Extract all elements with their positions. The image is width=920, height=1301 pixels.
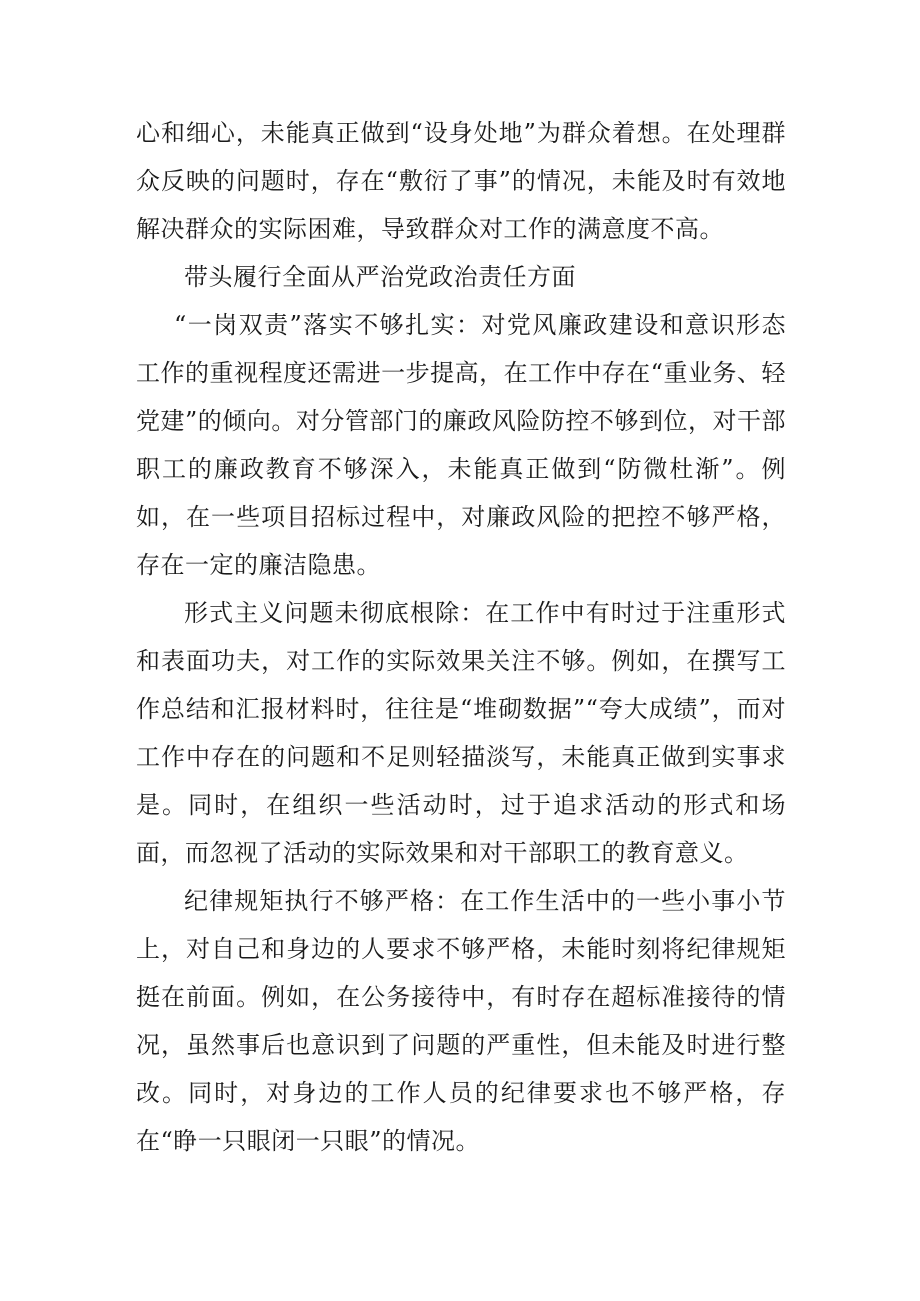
section-heading: 带头履行全面从严治党政治责任方面 [184,263,576,291]
document-body [136,109,786,1165]
paragraph-continuation: 心和细心，未能真正做到“设身处地”为群众着想。在处理群众反映的问题时，存在“敷衍了事”的情况，未能及时有效地解决群众的实际困难，导致群众对工作的满意度不高。 [136,119,786,243]
paragraph-formalism: 形式主义问题未彻底根除：在工作中有时过于注重形式和表面功夫，对工作的实际效果关注不够。例如，在撰写工作总结和汇报材料时，往往是“堆砌数据”“夸大成绩”，而对工作中存在的问题和不足则轻描淡写，未能真正做到实事求是。同时，在组织一些活动时，过于追求活动的形式和场面，而忽视了活动的实际效果和对干部职工的教育意义。 [136,599,786,867]
paragraph-one-post-dual-responsibility: “一岗双责”落实不够扎实：对党风廉政建设和意识形态工作的重视程度还需进一步提高，在工作中存在“重业务、轻党建”的倾向。对分管部门的廉政风险防控不够到位，对干部职工的廉政教育不够深入，未能真正做到“防微杜渐”。例如，在一些项目招标过程中，对廉政风险的把控不够严格，存在一定的廉洁隐患。 [136,311,786,579]
paragraph-discipline: 纪律规矩执行不够严格：在工作生活中的一些小事小节上，对自己和身边的人要求不够严格，未能时刻将纪律规矩挺在前面。例如，在公务接待中，有时存在超标准接待的情况，虽然事后也意识到了问题的严重性，但未能及时进行整改。同时，对身边的工作人员的纪律要求也不够严格，存在“睁一只眼闭一只眼”的情况。 [136,887,786,1155]
